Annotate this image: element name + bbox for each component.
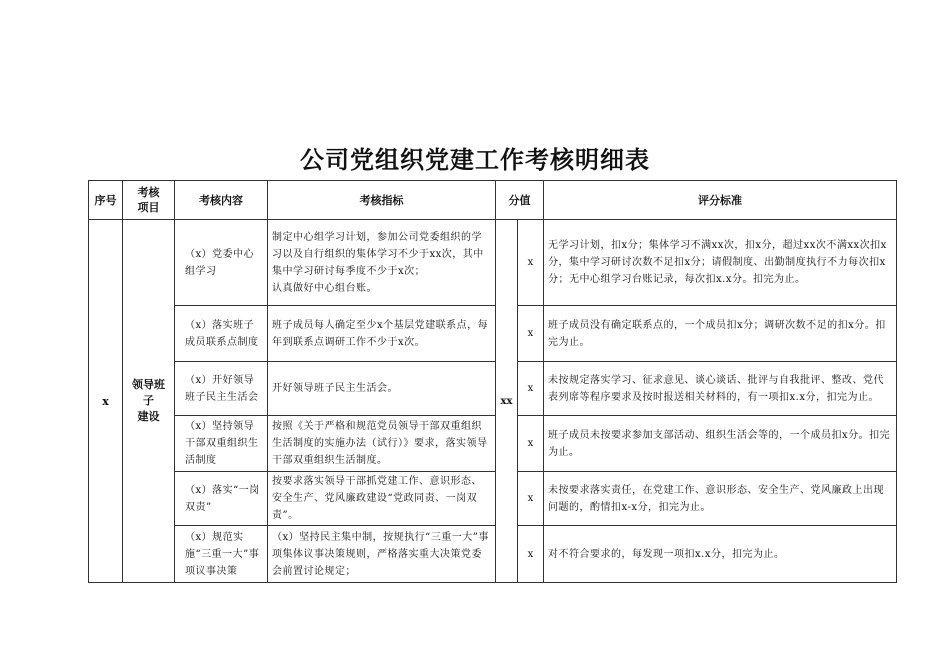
- row-indicator: 按照《关于严格和规范党员领导干部双重组织生活制度的实施办法（试行）》要求，落实领导干部双重组织生活制度。: [268, 416, 496, 472]
- row-criteria: 未按要求落实责任，在党建工作、意识形态、安全生产、党风廉政上出现问题的，酌情扣x-x分，扣完为止。: [544, 472, 897, 526]
- header-content: 考核内容: [175, 181, 268, 220]
- group-category: [123, 220, 175, 583]
- row-indicator: （x）坚持民主集中制，按规执行“三重一大”事项集体议事决策规则，严格落实重大决策党委会前置讨论规定；: [268, 526, 496, 583]
- header-criteria: 评分标准: [544, 181, 897, 220]
- header-category: [123, 181, 175, 220]
- table-row: [89, 416, 897, 472]
- row-indicator-line: 认真做好中心组台账。: [272, 282, 377, 294]
- row-criteria: 班子成员没有确定联系点的，一个成员扣x分；调研次数不足的扣x分。扣完为止。: [544, 306, 897, 362]
- header-category-line2: 项目: [137, 201, 160, 214]
- header-row: [89, 181, 897, 220]
- group-total-score: xx: [496, 220, 518, 583]
- assessment-table: [88, 180, 897, 583]
- row-score: x: [518, 472, 544, 526]
- table-row: [89, 306, 897, 362]
- table-row: [89, 526, 897, 583]
- row-criteria: 未按规定落实学习、征求意见、谈心谈话、批评与自我批评、整改、党代表列席等程序要求及按时报送相关材料的，有一项扣x.x分，扣完为止。: [544, 362, 897, 416]
- row-score: x: [518, 220, 544, 306]
- row-score: x: [518, 306, 544, 362]
- row-indicator: 开好领导班子民主生活会。: [268, 362, 496, 416]
- table-row: [89, 220, 897, 306]
- row-content: （x）落实“一岗双责”: [175, 472, 268, 526]
- group-category-line1: 领导班: [132, 378, 165, 391]
- row-indicator: 按要求落实领导干部抓党建工作、意识形态、安全生产、党风廉政建设“党政同责、一岗双责”。: [268, 472, 496, 526]
- group-category-line2: 子: [143, 394, 154, 407]
- group-seq: x: [89, 220, 123, 583]
- row-indicator-line: 制定中心组学习计划，参加公司党委组织的学习以及自行组织的集体学习不少于xx次，其中集中学习研讨每季度不少于x次；: [272, 231, 484, 277]
- document-title: 公司党组织党建工作考核明细表: [300, 145, 650, 174]
- row-score: x: [518, 362, 544, 416]
- row-score: x: [518, 526, 544, 583]
- header-seq: 序号: [89, 181, 123, 220]
- header-indicator: 考核指标: [268, 181, 496, 220]
- header-score: 分值: [496, 181, 544, 220]
- group-category-line3: 建设: [137, 410, 160, 423]
- table-row: [89, 362, 897, 416]
- header-category-line1: 考核: [137, 186, 160, 199]
- row-indicator: 班子成员每人确定至少x个基层党建联系点，每年到联系点调研工作不少于x次。: [268, 306, 496, 362]
- row-content: （x）落实班子成员联系点制度: [175, 306, 268, 362]
- row-criteria: 对不符合要求的，每发现一项扣x.x分，扣完为止。: [544, 526, 897, 583]
- row-content: （x）坚持领导干部双重组织生活制度: [175, 416, 268, 472]
- row-criteria: 无学习计划，扣x分；集体学习不满xx次，扣x分，超过xx次不满xx次扣x分，集中学习研讨次数不足扣x分；请假制度、出勤制度执行不力每次扣x分；无中心组学习台账记录，每次扣x.x分。扣完为止。: [544, 220, 897, 306]
- row-content: （x）开好领导班子民主生活会: [175, 362, 268, 416]
- row-content: （x）规范实施“三重一大”事项议事决策: [175, 526, 268, 583]
- table-row: [89, 472, 897, 526]
- row-content: （x）党委中心组学习: [175, 220, 268, 306]
- row-indicator: [268, 220, 496, 306]
- row-criteria: 班子成员未按要求参加支部活动、组织生活会等的，一个成员扣x分。扣完为止。: [544, 416, 897, 472]
- row-score: x: [518, 416, 544, 472]
